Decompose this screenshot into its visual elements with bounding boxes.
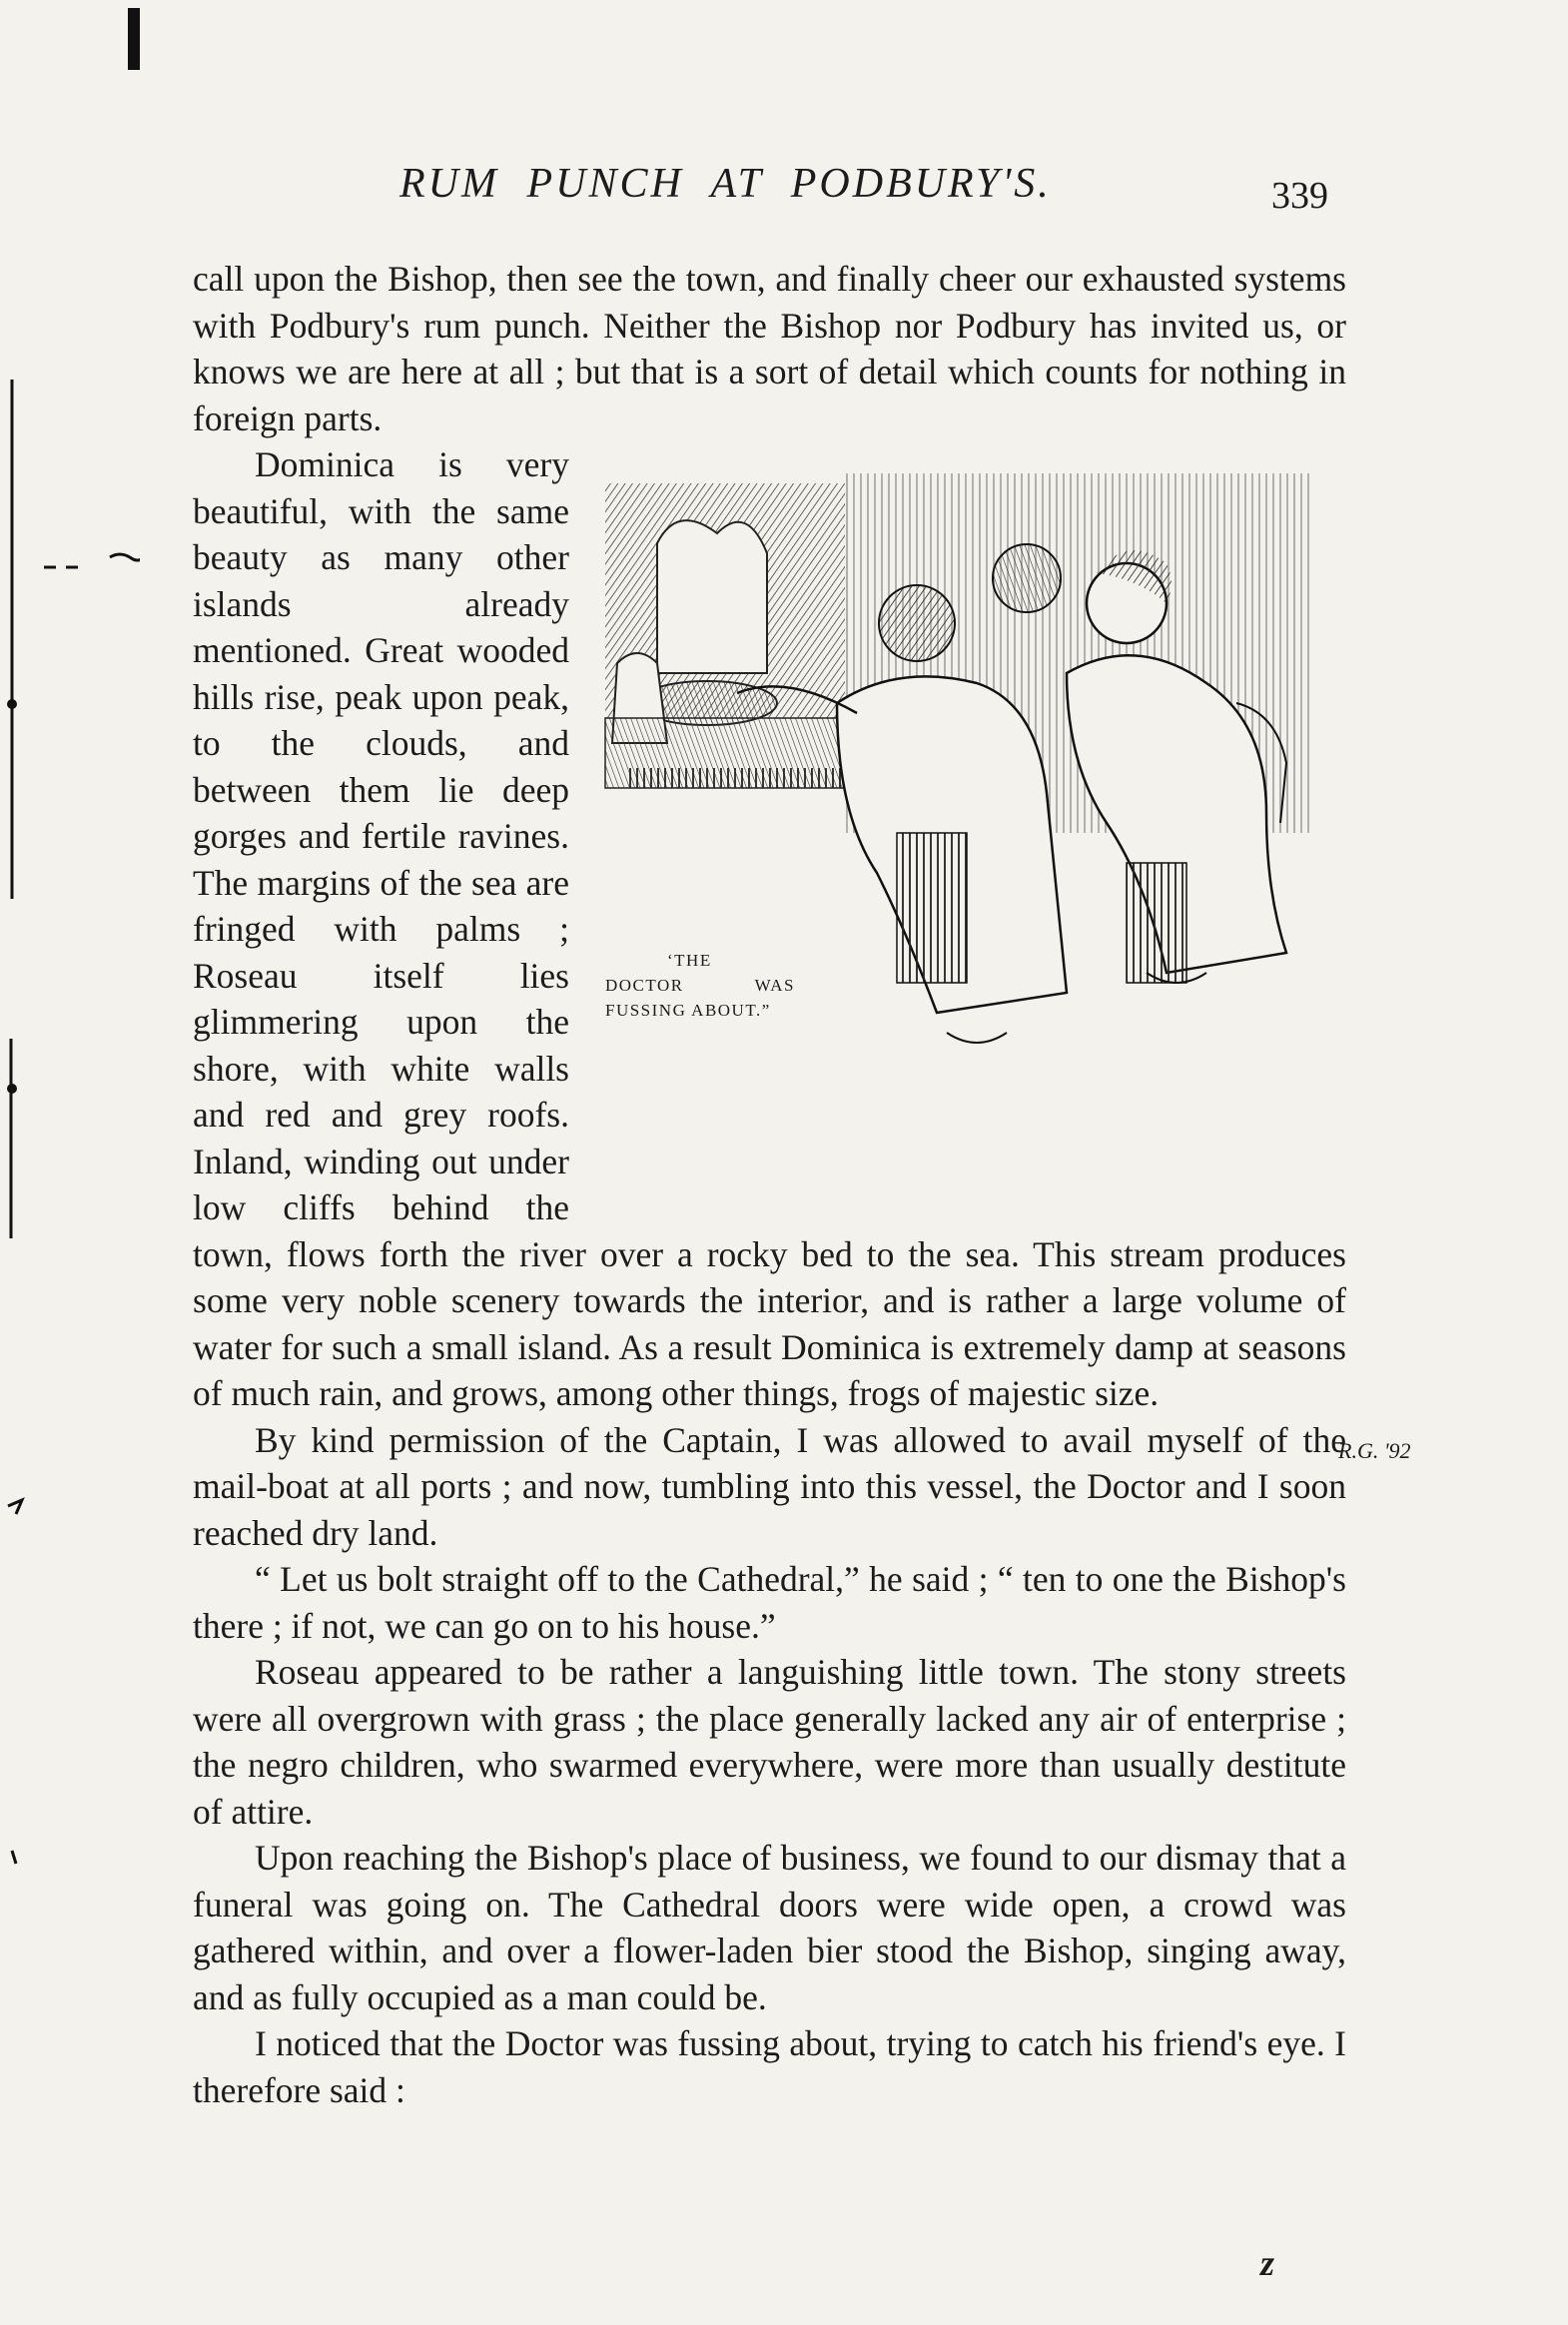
paragraph-5: Roseau appeared to be rather a languishing little town. The stony streets were all overgrown with grass ; the place generally lacked any air of enterprise ; the negro children, who swarmed everywhere, were more than usually destitute of attire.	[193, 1652, 1346, 1832]
paragraph-3: By kind permission of the Captain, I was allowed to avail myself of the mail-boat at all ports ; and now, tumbling into this vessel, the Doctor and I soon reached dry land.	[193, 1419, 1346, 1553]
artist-signature-name: R.G.	[1338, 1438, 1379, 1463]
page-number: 339	[1271, 175, 1328, 217]
illustration	[587, 453, 1346, 1187]
paragraph-2-text: Dominica is very beautiful, with the same beauty as many other islands already mentioned. Great wooded hills rise, peak upon peak, to the clouds, and between them lie deep gorges and fertile ravines. The margins of the sea are fringed with palms ; Roseau itself lies glimmering upon the shore, with white walls and red and grey roofs. Inland, winding out under low cliffs behind the town, flows forth the river over a rocky bed to the sea. This stream produces some very noble scenery towards the interior, and is rather a large volume of water for such a small island. As a result Dominica is extremely damp at seasons of much rain, and grows, among other things, frogs of majestic size.	[193, 444, 1346, 1413]
paragraph-6: Upon reaching the Bishop's place of business, we found to our dismay that a funeral was going on. The Cathedral doors were wide open, a crowd was gathered within, and over a flower-laden bier stood the Bishop, singing away, and as fully occupied as a man could be.	[193, 1838, 1346, 2017]
running-title: RUM PUNCH AT PODBURY'S.	[399, 161, 1052, 207]
paragraph-2	[193, 441, 1346, 1417]
paragraph-4: “ Let us bolt straight off to the Cathedral,” he said ; “ ten to one the Bishop's there ; if not, we can go on to his house.”	[193, 1559, 1346, 1646]
artist-signature-year: '92	[1383, 1438, 1411, 1463]
margin-marks	[0, 0, 140, 2320]
body-text	[193, 256, 1346, 2113]
artist-signature	[1338, 1438, 1411, 1464]
illustration-drawing	[587, 453, 1346, 1187]
signature-mark: z	[1260, 2243, 1275, 2283]
paragraph-1: call upon the Bishop, then see the town, and finally cheer our exhausted systems with Podbury's rum punch. Neither the Bishop nor Podbury has invited us, or knows we are here at all ; but that is a sort of detail which counts for nothing in foreign parts.	[193, 259, 1346, 438]
page-header	[399, 160, 1358, 217]
figure-caption: ‘THE DOCTOR WAS FUSSING ABOUT.”	[605, 951, 795, 1020]
paragraph-7: I noticed that the Doctor was fussing about, trying to catch his friend's eye. I therefore said :	[193, 2023, 1346, 2110]
